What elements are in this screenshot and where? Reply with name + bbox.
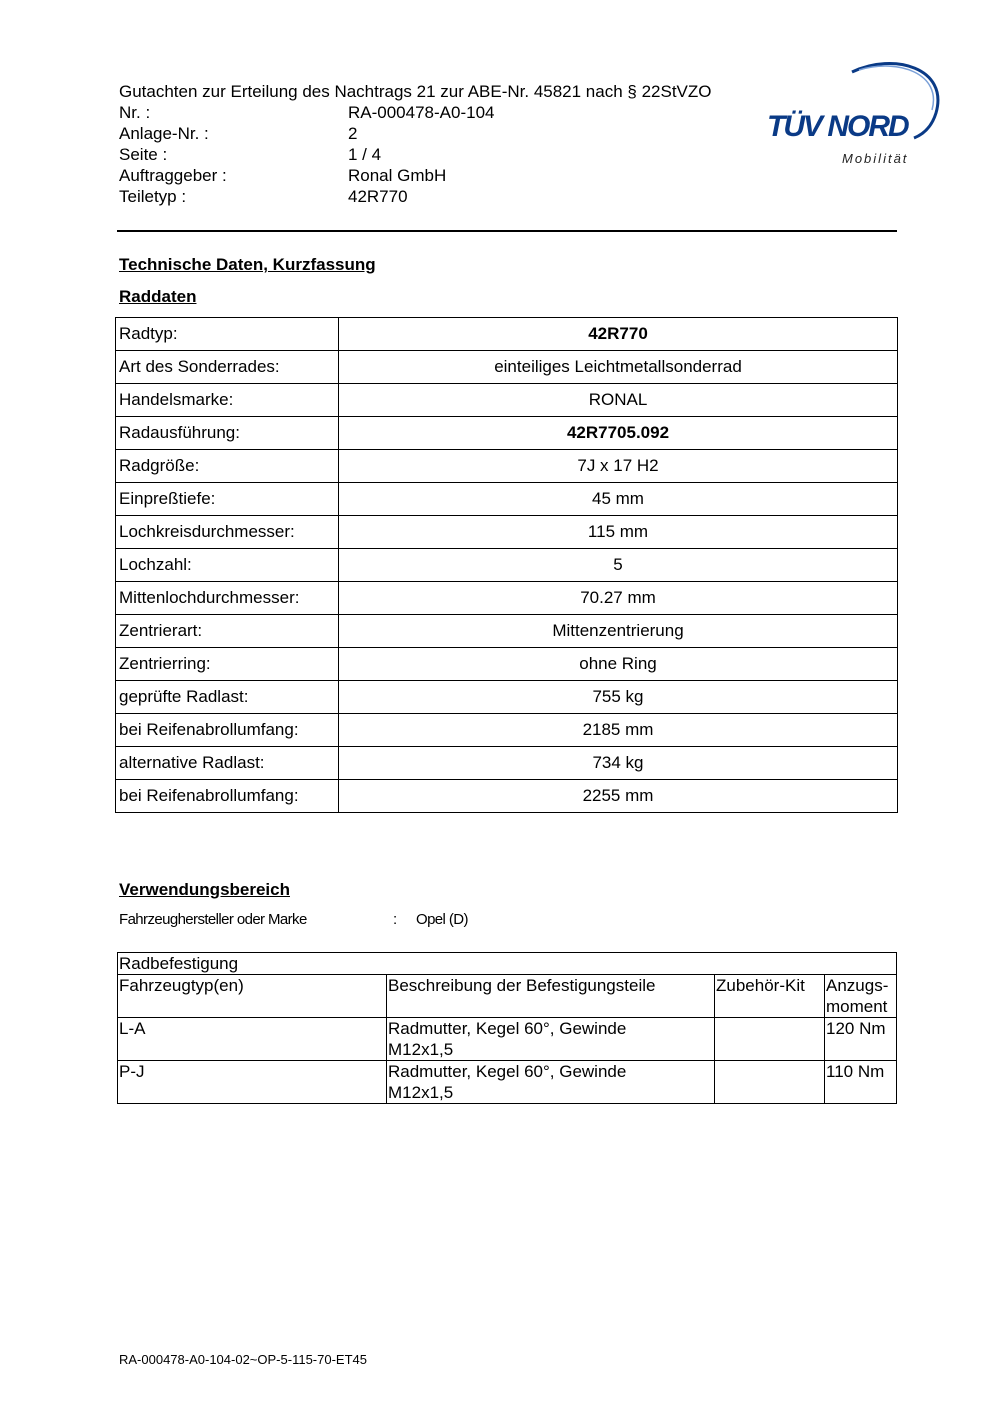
raddaten-heading: Raddaten (119, 287, 197, 306)
table-row (116, 582, 898, 615)
section-title: Technische Daten, Kurzfassung (119, 255, 376, 274)
table-row (116, 714, 898, 747)
table-cell: Radmutter, Kegel 60°, Gewinde M12x1,5 (387, 1018, 715, 1061)
column-header: Fahrzeugtyp(en) (118, 975, 387, 1018)
maker-label: Fahrzeughersteller oder Marke (119, 911, 307, 928)
row-value: 734 kg (339, 747, 898, 780)
table-row (116, 681, 898, 714)
header-field-label: Nr. : (119, 103, 151, 122)
header-field-value: Ronal GmbH (348, 166, 447, 185)
table-row (116, 318, 898, 351)
table-cell: 110 Nm (825, 1061, 897, 1104)
row-label: Lochzahl: (116, 549, 339, 582)
table-row (116, 417, 898, 450)
header-field (119, 165, 712, 186)
row-value: 2255 mm (339, 780, 898, 813)
table-row (116, 450, 898, 483)
row-value: 755 kg (339, 681, 898, 714)
row-value: 42R7705.092 (339, 417, 898, 450)
header-field (119, 186, 712, 207)
row-value: Mittenzentrierung (339, 615, 898, 648)
row-label: Zentrierart: (116, 615, 339, 648)
row-value: 2185 mm (339, 714, 898, 747)
table-cell (715, 1018, 825, 1061)
row-value: 115 mm (339, 516, 898, 549)
logo-subtitle: Mobilität (842, 151, 909, 166)
table-cell: 120 Nm (825, 1018, 897, 1061)
logo-wordmark: TÜV NORD (767, 110, 908, 143)
footer-reference: RA-000478-A0-104-02~OP-5-115-70-ET45 (119, 1352, 367, 1367)
row-value: RONAL (339, 384, 898, 417)
table-row (116, 351, 898, 384)
header-field-value: RA-000478-A0-104 (348, 103, 495, 122)
table-cell: L-A (118, 1018, 387, 1061)
row-label: bei Reifenabrollumfang: (116, 780, 339, 813)
header-field-label: Auftraggeber : (119, 166, 227, 185)
header-field (119, 102, 712, 123)
document-title: Gutachten zur Erteilung des Nachtrags 21 zur ABE-Nr. 45821 nach § 22StVZO (119, 82, 712, 101)
row-value: 70.27 mm (339, 582, 898, 615)
row-value: 5 (339, 549, 898, 582)
table-header-row (118, 975, 897, 1018)
header-field-value: 1 / 4 (348, 145, 382, 164)
row-value: 45 mm (339, 483, 898, 516)
table-row (116, 780, 898, 813)
row-label: alternative Radlast: (116, 747, 339, 780)
row-label: Art des Sonderrades: (116, 351, 339, 384)
header-field-value: 42R770 (348, 187, 408, 206)
row-label: Lochkreisdurchmesser: (116, 516, 339, 549)
table-row (116, 615, 898, 648)
maker-value: Opel (D) (416, 911, 468, 928)
table-row (116, 648, 898, 681)
header-field (119, 123, 712, 144)
column-header: Beschreibung der Befestigungsteile (387, 975, 715, 1018)
table-title-row (118, 953, 897, 975)
row-label: Mittenlochdurchmesser: (116, 582, 339, 615)
row-label: geprüfte Radlast: (116, 681, 339, 714)
column-header: Zubehör-Kit (715, 975, 825, 1018)
row-label: Radgröße: (116, 450, 339, 483)
header-field-label: Teiletyp : (119, 187, 187, 206)
table-row (116, 747, 898, 780)
table-cell (715, 1061, 825, 1104)
table-cell: Radmutter, Kegel 60°, Gewinde M12x1,5 (387, 1061, 715, 1104)
row-value: ohne Ring (339, 648, 898, 681)
table-row (118, 1018, 897, 1061)
row-label: Zentrierring: (116, 648, 339, 681)
row-label: Radtyp: (116, 318, 339, 351)
row-value: einteiliges Leichtmetallsonderrad (339, 351, 898, 384)
verwendung-heading: Verwendungsbereich (119, 880, 290, 899)
table-row (118, 1061, 897, 1104)
table-cell: P-J (118, 1061, 387, 1104)
table-row (116, 549, 898, 582)
table-title: Radbefestigung (118, 953, 897, 975)
row-value: 7J x 17 H2 (339, 450, 898, 483)
table-row (116, 516, 898, 549)
header-field (119, 144, 712, 165)
header-field-value: 2 (348, 124, 358, 143)
header-field-label: Anlage-Nr. : (119, 124, 209, 143)
column-header: Anzugs- moment (825, 975, 897, 1018)
maker-separator: : (393, 911, 397, 928)
table-row (116, 483, 898, 516)
row-label: Handelsmarke: (116, 384, 339, 417)
row-label: Einpreßtiefe: (116, 483, 339, 516)
raddaten-table (115, 317, 898, 813)
radbefestigung-table (117, 952, 897, 1104)
header-field-label: Seite : (119, 145, 168, 164)
tuv-nord-logo (764, 58, 944, 170)
row-label: bei Reifenabrollumfang: (116, 714, 339, 747)
header-divider (117, 230, 897, 232)
row-label: Radausführung: (116, 417, 339, 450)
table-row (116, 384, 898, 417)
document-header (119, 81, 712, 207)
row-value: 42R770 (339, 318, 898, 351)
